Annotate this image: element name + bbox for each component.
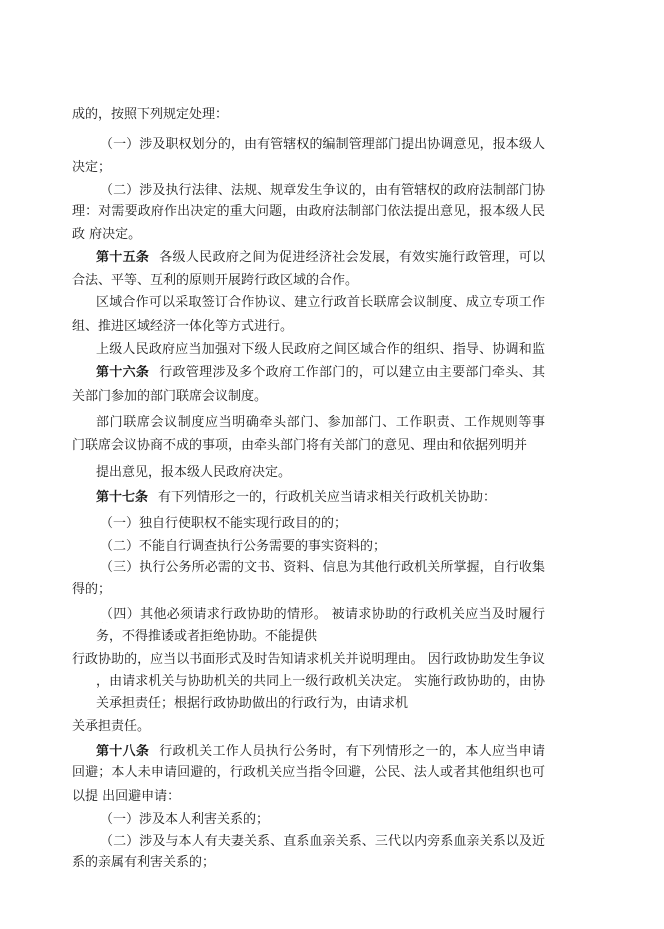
- line-text: 门联席会议协商不成的事项，由牵头部门将有关部门的意见、理由和依据列明并: [72, 438, 528, 453]
- article-number: 第十五条: [96, 250, 150, 265]
- line-text: 关承担责任；根据行政协助做出的行政行为，由请求机: [96, 696, 409, 711]
- article-heading-line: [96, 744, 545, 760]
- text-line: [72, 319, 293, 335]
- text-line: [96, 696, 408, 712]
- text-line: [72, 789, 180, 805]
- line-text: （三）执行公务所必需的文书、资料、信息为其他行政机关所掌握，自行收集: [100, 560, 545, 575]
- line-text: 回避；本人未申请回避的，行政机关应当指令回避，公民、法人或者其他组织也可: [72, 765, 545, 780]
- text-line: [100, 812, 269, 828]
- text-line: [96, 674, 545, 690]
- text-line: [72, 227, 141, 243]
- text-line: [100, 516, 347, 532]
- line-text: 行政机关工作人员执行公务时，有下列情形之一的，本人应当申请: [159, 744, 545, 759]
- line-text: （四）其他必须请求行政协助的情形。 被请求协助的行政机关应当及时履行: [100, 607, 545, 622]
- text-line: [72, 107, 228, 123]
- text-line: [72, 855, 215, 871]
- line-text: 有下列情形之一的，行政机关应当请求相关行政机关协助：: [158, 490, 497, 505]
- text-line: [100, 607, 545, 623]
- text-line: [72, 652, 545, 668]
- line-text: （二）涉及执行法律、法规、规章发生争议的，由有管辖权的政府法制部门协: [100, 183, 545, 198]
- text-line: [96, 629, 317, 645]
- article-number: 第十六条: [96, 365, 150, 380]
- line-text: 以提 出回避申请：: [72, 789, 181, 804]
- article-number: 第十七条: [96, 490, 149, 505]
- article-heading-line: [96, 250, 545, 266]
- line-text: 上级人民政府应当加强对下级人民政府之间区域合作的组织、指导、协调和监: [96, 342, 545, 357]
- text-line: [100, 539, 386, 555]
- line-text: 成的，按照下列规定处理：: [72, 107, 229, 122]
- text-line: [72, 765, 545, 781]
- article-number: 第十八条: [96, 744, 150, 759]
- line-text: 得的；: [72, 582, 112, 597]
- line-text: （二）不能自行调查执行公务需要的事实资料的；: [100, 539, 387, 554]
- line-text: 行政管理涉及多个政府工作部门的，可以建立由主要部门牵头、其: [159, 365, 545, 380]
- line-text: 关承担责任。: [72, 719, 151, 734]
- line-text: 各级人民政府之间为促进经济社会发展，有效实施行政管理，可以: [159, 250, 545, 265]
- text-line: [72, 160, 111, 176]
- line-text: （二）涉及与本人有夫妻关系、直系血亲关系、三代以内旁系血亲关系以及近: [100, 834, 545, 849]
- line-text: ，由请求机关与协助机关的共同上一级行政机关决定。 实施行政协助的，由协: [96, 674, 545, 689]
- line-text: 区域合作可以采取签订合作协议、建立行政首长联席会议制度、成立专项工作: [96, 295, 545, 310]
- line-text: 合法、平等、互利的原则开展跨行政区域的合作。: [72, 273, 359, 288]
- line-text: （一）涉及职权划分的，由有管辖权的编制管理部门提出协调意见，报本级人: [100, 137, 545, 152]
- text-line: [72, 719, 150, 735]
- line-text: 提出意见，报本级人民政府决定。: [96, 465, 292, 480]
- article-heading-line: [96, 365, 545, 381]
- text-line: [100, 137, 545, 153]
- text-line: [72, 273, 358, 289]
- line-text: 系的亲属有利害关系的；: [72, 855, 216, 870]
- text-line: [72, 389, 267, 405]
- text-line: [100, 183, 545, 199]
- article-heading-line: [96, 490, 496, 506]
- text-line: [96, 342, 545, 358]
- text-line: [96, 465, 291, 481]
- text-line: [72, 438, 527, 454]
- line-text: 关部门参加的部门联席会议制度。: [72, 389, 268, 404]
- line-text: 组、推进区域经济一体化等方式进行。: [72, 319, 294, 334]
- text-line: [96, 295, 545, 311]
- line-text: 行政协助的，应当以书面形式及时告知请求机关并说明理由。 因行政协助发生争议: [72, 652, 545, 667]
- text-line: [96, 415, 545, 431]
- line-text: 务，不得推诿或者拒绝协助。不能提供: [96, 629, 318, 644]
- line-text: 理：对需要政府作出决定的重大问题，由政府法制部门依法提出意见，报本级人民: [72, 204, 545, 219]
- text-line: [100, 560, 545, 576]
- line-text: （一）涉及本人利害关系的；: [100, 812, 270, 827]
- text-line: [72, 204, 545, 220]
- line-text: 部门联席会议制度应当明确牵头部门、参加部门、工作职责、工作规则等事: [96, 415, 545, 430]
- text-line: [72, 582, 111, 598]
- line-text: 政 府决定。: [72, 227, 142, 242]
- line-text: 决定；: [72, 160, 112, 175]
- text-line: [100, 834, 545, 850]
- line-text: （一）独自行使职权不能实现行政目的的；: [100, 516, 348, 531]
